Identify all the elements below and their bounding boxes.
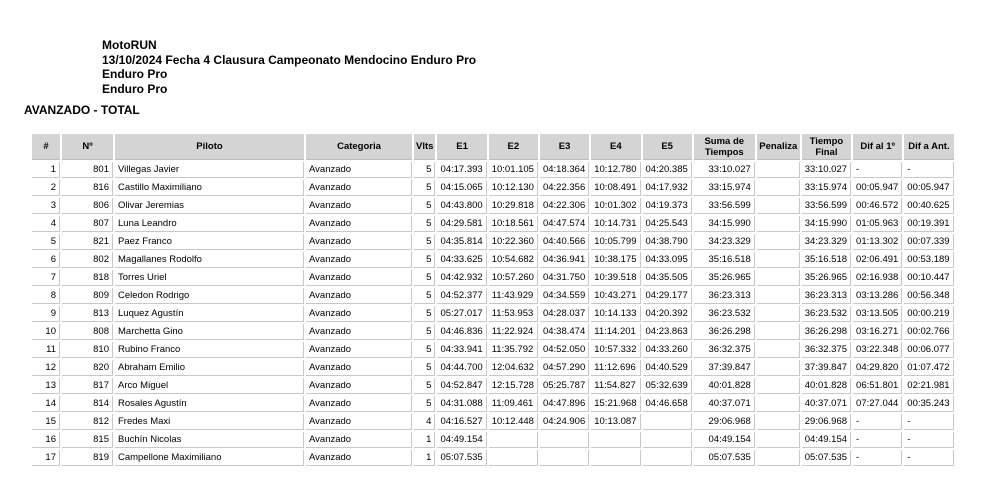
- cell-diff-first: 03:22.348: [853, 342, 902, 358]
- cell-laps: 5: [414, 252, 435, 268]
- cell-laps: 4: [414, 414, 435, 430]
- cell-pilot: Villegas Javier: [115, 162, 304, 178]
- cell-penalty: [757, 216, 800, 232]
- category-title: Enduro Pro: [102, 67, 168, 81]
- cell-diff-first: 03:13.286: [853, 288, 902, 304]
- cell-number: 808: [62, 324, 113, 340]
- cell-laps: 5: [414, 342, 435, 358]
- cell-e2: 10:54.682: [489, 252, 538, 268]
- cell-e1: 04:33.625: [437, 252, 486, 268]
- cell-number: 809: [62, 288, 113, 304]
- cell-e4: 10:05.799: [591, 234, 640, 250]
- cell-time-sum: 05:07.535: [694, 450, 755, 466]
- cell-e3: 04:36.941: [540, 252, 589, 268]
- cell-e2: 11:43.929: [489, 288, 538, 304]
- cell-number: 802: [62, 252, 113, 268]
- cell-final-time: 04:49.154: [802, 432, 851, 448]
- cell-e1: 05:07.535: [437, 450, 486, 466]
- cell-number: 810: [62, 342, 113, 358]
- cell-number: 817: [62, 378, 113, 394]
- cell-position: 1: [32, 162, 60, 178]
- cell-e3: 04:47.896: [540, 396, 589, 412]
- cell-position: 6: [32, 252, 60, 268]
- cell-e3: 04:34.559: [540, 288, 589, 304]
- cell-position: 7: [32, 270, 60, 286]
- cell-number: 812: [62, 414, 113, 430]
- cell-pilot: Arco Miguel: [115, 378, 304, 394]
- cell-position: 5: [32, 234, 60, 250]
- cell-e4: 10:39.518: [591, 270, 640, 286]
- cell-e2: 11:22.924: [489, 324, 538, 340]
- cell-laps: 1: [414, 432, 435, 448]
- cell-e3: 04:47.574: [540, 216, 589, 232]
- col-header-penalty: Penaliza: [757, 134, 800, 160]
- cell-category: Avanzado: [306, 288, 412, 304]
- cell-position: 12: [32, 360, 60, 376]
- cell-e4: 15:21.968: [591, 396, 640, 412]
- cell-diff-first: -: [853, 162, 902, 178]
- cell-penalty: [757, 378, 800, 394]
- cell-time-sum: 33:15.974: [694, 180, 755, 196]
- cell-category: Avanzado: [306, 198, 412, 214]
- cell-final-time: 36:26.298: [802, 324, 851, 340]
- cell-penalty: [757, 234, 800, 250]
- cell-e5: 04:19.373: [643, 198, 692, 214]
- table-row: [32, 306, 954, 322]
- col-header-diff-previous: Dif a Ant.: [904, 134, 953, 160]
- cell-e1: 04:49.154: [437, 432, 486, 448]
- cell-position: 11: [32, 342, 60, 358]
- cell-category: Avanzado: [306, 162, 412, 178]
- section-title: AVANZADO - TOTAL: [24, 103, 140, 117]
- cell-laps: 5: [414, 306, 435, 322]
- cell-laps: 5: [414, 324, 435, 340]
- cell-e4: 10:43.271: [591, 288, 640, 304]
- cell-e4: [591, 450, 640, 466]
- cell-time-sum: 36:23.313: [694, 288, 755, 304]
- cell-e3: [540, 450, 589, 466]
- cell-e2: 10:18.561: [489, 216, 538, 232]
- col-header-e1: E1: [437, 134, 486, 160]
- cell-penalty: [757, 270, 800, 286]
- cell-e1: 04:15.065: [437, 180, 486, 196]
- col-header-laps: Vlts: [414, 134, 435, 160]
- cell-diff-previous: 00:53.189: [904, 252, 953, 268]
- cell-e1: 04:46.836: [437, 324, 486, 340]
- cell-category: Avanzado: [306, 378, 412, 394]
- cell-position: 3: [32, 198, 60, 214]
- cell-e3: 04:52.050: [540, 342, 589, 358]
- col-header-diff-first: Dif al 1º: [853, 134, 902, 160]
- cell-e4: [591, 432, 640, 448]
- cell-e3: 04:28.037: [540, 306, 589, 322]
- cell-penalty: [757, 180, 800, 196]
- cell-e4: 10:01.302: [591, 198, 640, 214]
- cell-time-sum: 33:10.027: [694, 162, 755, 178]
- cell-e1: 04:52.377: [437, 288, 486, 304]
- cell-e2: 10:29.818: [489, 198, 538, 214]
- cell-pilot: Luna Leandro: [115, 216, 304, 232]
- cell-e3: 04:38.474: [540, 324, 589, 340]
- cell-e5: 04:17.932: [643, 180, 692, 196]
- cell-diff-first: 02:16.938: [853, 270, 902, 286]
- cell-e2: [489, 450, 538, 466]
- cell-time-sum: 29:06.968: [694, 414, 755, 430]
- cell-time-sum: 34:23.329: [694, 234, 755, 250]
- cell-e2: 11:35.792: [489, 342, 538, 358]
- cell-e5: 04:40.529: [643, 360, 692, 376]
- table-row: [32, 324, 954, 340]
- cell-final-time: 35:26.965: [802, 270, 851, 286]
- table-row: [32, 234, 954, 250]
- event-title: 13/10/2024 Fecha 4 Clausura Campeonato Mendocino Enduro Pro: [102, 52, 477, 67]
- cell-e5: 04:29.177: [643, 288, 692, 304]
- cell-diff-previous: 01:07.472: [904, 360, 953, 376]
- table-row: [32, 162, 954, 178]
- table-row: [32, 450, 954, 466]
- cell-position: 2: [32, 180, 60, 196]
- table-row: [32, 216, 954, 232]
- cell-pilot: Torres Uriel: [115, 270, 304, 286]
- cell-e5: 04:20.385: [643, 162, 692, 178]
- cell-time-sum: 40:37.071: [694, 396, 755, 412]
- cell-number: 806: [62, 198, 113, 214]
- cell-time-sum: 33:56.599: [694, 198, 755, 214]
- col-header-number: Nº: [62, 134, 113, 160]
- cell-position: 9: [32, 306, 60, 322]
- cell-e2: 10:57.260: [489, 270, 538, 286]
- cell-diff-first: 00:05.947: [853, 180, 902, 196]
- cell-e2: 10:22.360: [489, 234, 538, 250]
- cell-e3: 04:22.356: [540, 180, 589, 196]
- cell-e1: 04:35.814: [437, 234, 486, 250]
- cell-pilot: Luquez Agustín: [115, 306, 304, 322]
- cell-position: 4: [32, 216, 60, 232]
- cell-number: 818: [62, 270, 113, 286]
- cell-category: Avanzado: [306, 180, 412, 196]
- cell-e3: 05:25.787: [540, 378, 589, 394]
- col-header-e3: E3: [540, 134, 589, 160]
- cell-diff-previous: 00:06.077: [904, 342, 953, 358]
- table-row: [32, 270, 954, 286]
- cell-category: Avanzado: [306, 252, 412, 268]
- cell-diff-previous: 00:19.391: [904, 216, 953, 232]
- cell-laps: 5: [414, 288, 435, 304]
- cell-diff-previous: 00:56.348: [904, 288, 953, 304]
- cell-position: 8: [32, 288, 60, 304]
- cell-e1: 04:31.088: [437, 396, 486, 412]
- col-header-category: Categoria: [306, 134, 412, 160]
- cell-number: 807: [62, 216, 113, 232]
- cell-e2: 11:53.953: [489, 306, 538, 322]
- cell-pilot: Paez Franco: [115, 234, 304, 250]
- cell-e1: 04:43.800: [437, 198, 486, 214]
- cell-e2: [489, 432, 538, 448]
- cell-number: 814: [62, 396, 113, 412]
- cell-diff-first: 07:27.044: [853, 396, 902, 412]
- cell-position: 10: [32, 324, 60, 340]
- cell-e2: 10:12.448: [489, 414, 538, 430]
- cell-position: 15: [32, 414, 60, 430]
- cell-penalty: [757, 342, 800, 358]
- cell-penalty: [757, 198, 800, 214]
- cell-e2: 10:12.130: [489, 180, 538, 196]
- cell-laps: 5: [414, 378, 435, 394]
- cell-diff-first: -: [853, 414, 902, 430]
- cell-time-sum: 36:32.375: [694, 342, 755, 358]
- col-header-e5: E5: [643, 134, 692, 160]
- cell-category: Avanzado: [306, 324, 412, 340]
- table-row: [32, 252, 954, 268]
- table-body: [32, 162, 954, 466]
- cell-diff-previous: -: [904, 450, 953, 466]
- cell-pilot: Marchetta Gino: [115, 324, 304, 340]
- cell-penalty: [757, 432, 800, 448]
- cell-diff-previous: 00:02.766: [904, 324, 953, 340]
- cell-diff-previous: 00:40.625: [904, 198, 953, 214]
- cell-laps: 5: [414, 396, 435, 412]
- cell-number: 820: [62, 360, 113, 376]
- table-row: [32, 396, 954, 412]
- cell-laps: 5: [414, 270, 435, 286]
- cell-laps: 5: [414, 198, 435, 214]
- cell-number: 816: [62, 180, 113, 196]
- col-header-final-time: Tiempo Final: [802, 134, 851, 160]
- cell-e2: 10:01.105: [489, 162, 538, 178]
- cell-final-time: 36:23.313: [802, 288, 851, 304]
- cell-final-time: 40:37.071: [802, 396, 851, 412]
- cell-category: Avanzado: [306, 306, 412, 322]
- cell-penalty: [757, 360, 800, 376]
- cell-e3: 04:24.906: [540, 414, 589, 430]
- cell-e5: 04:35.505: [643, 270, 692, 286]
- cell-e5: 04:33.095: [643, 252, 692, 268]
- cell-e1: 04:42.932: [437, 270, 486, 286]
- cell-time-sum: 04:49.154: [694, 432, 755, 448]
- cell-e1: 04:17.393: [437, 162, 486, 178]
- cell-position: 14: [32, 396, 60, 412]
- cell-e1: 05:27.017: [437, 306, 486, 322]
- cell-diff-previous: 00:05.947: [904, 180, 953, 196]
- col-header-time-sum: Suma de Tiempos: [694, 134, 755, 160]
- cell-e5: [643, 432, 692, 448]
- cell-e2: 12:15.728: [489, 378, 538, 394]
- cell-category: Avanzado: [306, 414, 412, 430]
- cell-diff-previous: 00:07.339: [904, 234, 953, 250]
- cell-diff-previous: 00:10.447: [904, 270, 953, 286]
- col-header-position: #: [32, 134, 60, 160]
- cell-category: Avanzado: [306, 216, 412, 232]
- cell-category: Avanzado: [306, 234, 412, 250]
- cell-e5: 04:20.392: [643, 306, 692, 322]
- cell-diff-first: 02:06.491: [853, 252, 902, 268]
- cell-penalty: [757, 288, 800, 304]
- cell-pilot: Celedon Rodrigo: [115, 288, 304, 304]
- cell-diff-previous: -: [904, 414, 953, 430]
- cell-laps: 5: [414, 216, 435, 232]
- cell-pilot: Rosales Agustín: [115, 396, 304, 412]
- cell-penalty: [757, 306, 800, 322]
- cell-final-time: 35:16.518: [802, 252, 851, 268]
- cell-e3: [540, 432, 589, 448]
- cell-time-sum: 40:01.828: [694, 378, 755, 394]
- cell-e3: 04:57.290: [540, 360, 589, 376]
- cell-diff-first: 01:13.302: [853, 234, 902, 250]
- cell-penalty: [757, 414, 800, 430]
- table-row: [32, 432, 954, 448]
- cell-e4: 10:12.780: [591, 162, 640, 178]
- cell-e4: 10:38.175: [591, 252, 640, 268]
- cell-final-time: 40:01.828: [802, 378, 851, 394]
- cell-e4: 11:14.201: [591, 324, 640, 340]
- cell-e5: [643, 414, 692, 430]
- cell-final-time: 33:15.974: [802, 180, 851, 196]
- cell-pilot: Magallanes Rodolfo: [115, 252, 304, 268]
- cell-final-time: 05:07.535: [802, 450, 851, 466]
- cell-pilot: Abraham Emilio: [115, 360, 304, 376]
- cell-number: 801: [62, 162, 113, 178]
- cell-e2: 12:04.632: [489, 360, 538, 376]
- cell-e1: 04:44.700: [437, 360, 486, 376]
- cell-e4: 11:54.827: [591, 378, 640, 394]
- cell-time-sum: 37:39.847: [694, 360, 755, 376]
- table-row: [32, 342, 954, 358]
- cell-laps: 1: [414, 450, 435, 466]
- cell-number: 819: [62, 450, 113, 466]
- cell-laps: 5: [414, 234, 435, 250]
- cell-diff-previous: -: [904, 162, 953, 178]
- cell-position: 17: [32, 450, 60, 466]
- cell-e5: 04:38.790: [643, 234, 692, 250]
- table-header-row: [32, 134, 954, 160]
- cell-pilot: Buchín Nicolas: [115, 432, 304, 448]
- cell-laps: 5: [414, 360, 435, 376]
- cell-number: 813: [62, 306, 113, 322]
- cell-pilot: Campellone Maximiliano: [115, 450, 304, 466]
- cell-penalty: [757, 324, 800, 340]
- organizer-name: MotoRUN: [102, 38, 157, 52]
- cell-e4: 11:12.696: [591, 360, 640, 376]
- cell-diff-previous: 02:21.981: [904, 378, 953, 394]
- cell-position: 13: [32, 378, 60, 394]
- cell-category: Avanzado: [306, 360, 412, 376]
- cell-diff-first: -: [853, 432, 902, 448]
- cell-e5: 04:25.543: [643, 216, 692, 232]
- cell-penalty: [757, 450, 800, 466]
- cell-e1: 04:52.847: [437, 378, 486, 394]
- cell-pilot: Rubino Franco: [115, 342, 304, 358]
- cell-time-sum: 35:16.518: [694, 252, 755, 268]
- cell-final-time: 33:10.027: [802, 162, 851, 178]
- cell-diff-first: 03:13.505: [853, 306, 902, 322]
- table-row: [32, 288, 954, 304]
- cell-diff-first: -: [853, 450, 902, 466]
- cell-position: 16: [32, 432, 60, 448]
- cell-time-sum: 36:23.532: [694, 306, 755, 322]
- cell-category: Avanzado: [306, 270, 412, 286]
- cell-e1: 04:29.581: [437, 216, 486, 232]
- cell-laps: 5: [414, 162, 435, 178]
- cell-penalty: [757, 252, 800, 268]
- cell-e5: 04:46.658: [643, 396, 692, 412]
- cell-penalty: [757, 396, 800, 412]
- cell-category: Avanzado: [306, 396, 412, 412]
- cell-diff-previous: -: [904, 432, 953, 448]
- cell-e1: 04:33.941: [437, 342, 486, 358]
- cell-category: Avanzado: [306, 450, 412, 466]
- cell-time-sum: 35:26.965: [694, 270, 755, 286]
- category-subtitle: Enduro Pro: [102, 81, 168, 96]
- document-header: [102, 38, 476, 96]
- cell-category: Avanzado: [306, 432, 412, 448]
- cell-e4: 10:57.332: [591, 342, 640, 358]
- cell-e3: 04:22.306: [540, 198, 589, 214]
- cell-number: 815: [62, 432, 113, 448]
- table-row: [32, 414, 954, 430]
- cell-final-time: 29:06.968: [802, 414, 851, 430]
- cell-e4: 10:13.087: [591, 414, 640, 430]
- cell-pilot: Fredes Maxi: [115, 414, 304, 430]
- table-row: [32, 180, 954, 196]
- results-table: [30, 132, 956, 468]
- table-row: [32, 378, 954, 394]
- cell-diff-first: 06:51.801: [853, 378, 902, 394]
- cell-number: 821: [62, 234, 113, 250]
- cell-penalty: [757, 162, 800, 178]
- cell-e5: 04:33.260: [643, 342, 692, 358]
- cell-diff-first: 03:16.271: [853, 324, 902, 340]
- cell-e5: 04:23.863: [643, 324, 692, 340]
- cell-diff-previous: 00:00.219: [904, 306, 953, 322]
- cell-diff-first: 00:46.572: [853, 198, 902, 214]
- cell-e3: 04:40.566: [540, 234, 589, 250]
- cell-e4: 10:14.133: [591, 306, 640, 322]
- cell-laps: 5: [414, 180, 435, 196]
- cell-pilot: Olivar Jeremias: [115, 198, 304, 214]
- cell-time-sum: 36:26.298: [694, 324, 755, 340]
- cell-e4: 10:14.731: [591, 216, 640, 232]
- cell-final-time: 36:32.375: [802, 342, 851, 358]
- cell-e5: [643, 450, 692, 466]
- cell-category: Avanzado: [306, 342, 412, 358]
- cell-final-time: 34:23.329: [802, 234, 851, 250]
- cell-final-time: 37:39.847: [802, 360, 851, 376]
- cell-final-time: 34:15.990: [802, 216, 851, 232]
- cell-pilot: Castillo Maximiliano: [115, 180, 304, 196]
- cell-diff-previous: 00:35.243: [904, 396, 953, 412]
- cell-diff-first: 04:29.820: [853, 360, 902, 376]
- cell-time-sum: 34:15.990: [694, 216, 755, 232]
- cell-final-time: 36:23.532: [802, 306, 851, 322]
- cell-e3: 04:31.750: [540, 270, 589, 286]
- cell-e2: 11:09.461: [489, 396, 538, 412]
- col-header-pilot: Piloto: [115, 134, 304, 160]
- col-header-e4: E4: [591, 134, 640, 160]
- cell-e5: 05:32.639: [643, 378, 692, 394]
- cell-e3: 04:18.364: [540, 162, 589, 178]
- cell-e1: 04:16.527: [437, 414, 486, 430]
- col-header-e2: E2: [489, 134, 538, 160]
- cell-diff-first: 01:05.963: [853, 216, 902, 232]
- table-row: [32, 198, 954, 214]
- cell-e4: 10:08.491: [591, 180, 640, 196]
- table-row: [32, 360, 954, 376]
- cell-final-time: 33:56.599: [802, 198, 851, 214]
